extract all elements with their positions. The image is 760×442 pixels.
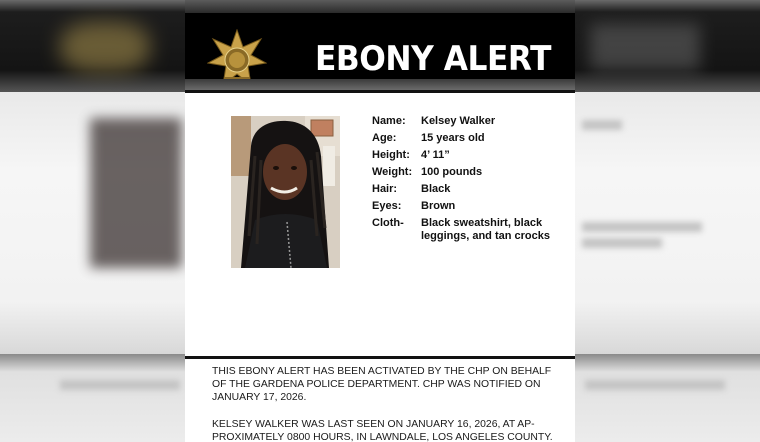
flyer-top-strip xyxy=(185,0,575,13)
detail-value: Brown xyxy=(421,200,456,212)
top-divider xyxy=(185,90,575,93)
alert-banner xyxy=(185,13,575,79)
person-details xyxy=(372,115,568,243)
missing-person-photo xyxy=(231,116,340,268)
detail-label: Height: xyxy=(372,149,410,161)
alert-title: EBONY ALERT xyxy=(315,39,551,79)
detail-label: Age: xyxy=(372,132,397,144)
alert-flyer xyxy=(185,0,575,442)
detail-row-height xyxy=(372,149,568,162)
detail-label: Weight: xyxy=(372,166,413,178)
detail-label: Eyes: xyxy=(372,200,402,212)
detail-value: Black sweatshirt, black leggings, and tan crocks xyxy=(421,217,550,242)
background-text-blur xyxy=(582,120,622,130)
detail-label: Hair: xyxy=(372,183,398,195)
detail-row-weight xyxy=(372,166,568,179)
background-title-blur xyxy=(590,24,700,70)
background-text-blur xyxy=(582,222,702,232)
background-badge-blur xyxy=(60,22,150,72)
background-text-blur xyxy=(585,380,725,390)
detail-row-age xyxy=(372,132,568,145)
detail-row-hair xyxy=(372,183,568,196)
detail-row-clothing xyxy=(372,217,568,243)
activation-paragraph: THIS EBONY ALERT HAS BEEN ACTIVATED BY THE CHP ON BEHALF OF THE GARDENA POLICE DEPARTMENT. CHP WAS NOTIFIED ON JANUARY 17, 2026. xyxy=(212,366,552,403)
detail-label: Cloth- xyxy=(372,217,404,229)
detail-row-eyes xyxy=(372,200,568,213)
background-text-blur xyxy=(582,238,662,248)
detail-row-name xyxy=(372,115,568,128)
banner-bottom-strip xyxy=(185,79,575,90)
middle-divider xyxy=(185,356,575,359)
last-seen-paragraph: KELSEY WALKER WAS LAST SEEN ON JANUARY 16, 2026, AT AP-PROXIMATELY 0800 HOURS, IN LAWNDALE, LOS ANGELES COUNTY. xyxy=(212,419,553,442)
detail-value: 100 pounds xyxy=(421,166,483,178)
detail-label: Name: xyxy=(372,115,406,127)
detail-value: 4’ 11” xyxy=(421,149,450,161)
detail-value: Black xyxy=(421,183,451,195)
background-text-blur xyxy=(60,380,180,390)
background-photo-blur xyxy=(90,118,182,268)
detail-value: Kelsey Walker xyxy=(421,115,496,127)
detail-value: 15 years old xyxy=(421,132,485,144)
